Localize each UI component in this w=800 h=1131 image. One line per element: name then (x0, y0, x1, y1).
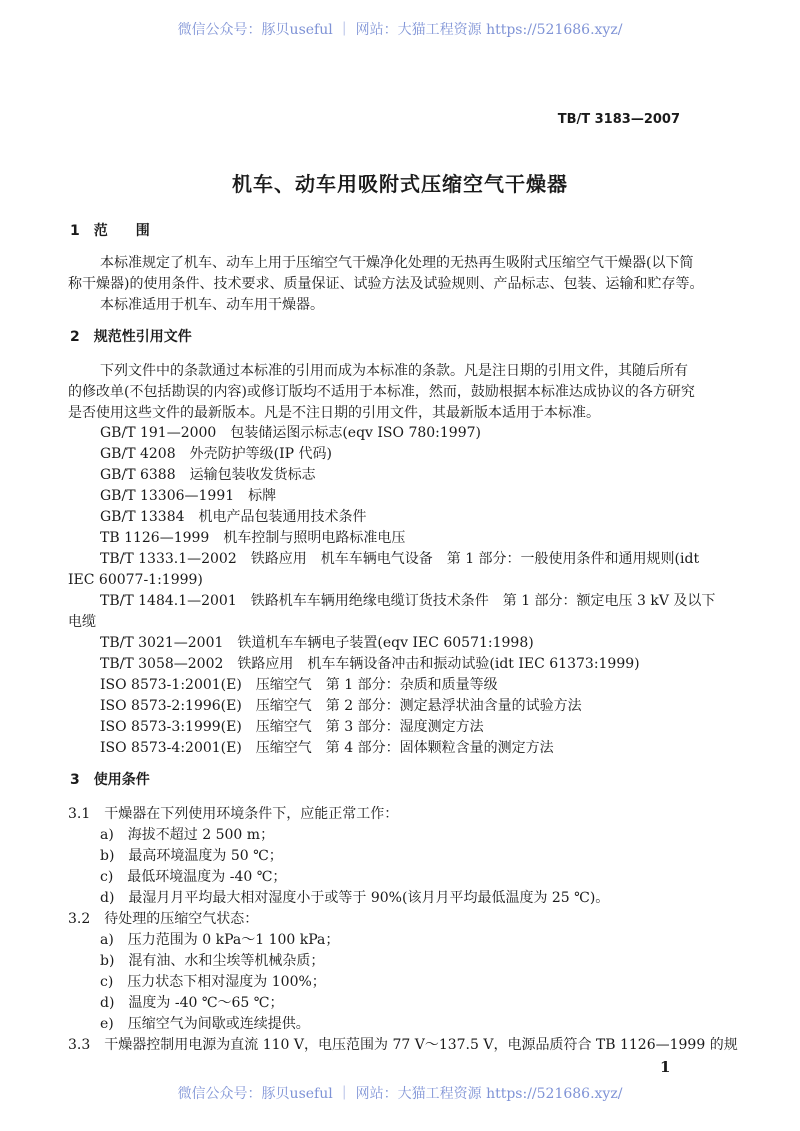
reference-item: GB/T 13306—1991 标牌 (100, 488, 277, 504)
paragraph-line: 是否使用这些文件的最新版本。凡是不注日期的引用文件，其最新版本适用于本标准。 (68, 405, 600, 421)
watermark-header: 微信公众号：豚贝useful ｜ 网站：大猫工程资源 https://521686.xyz/ (177, 22, 623, 38)
reference-item: TB/T 1484.1—2001 铁路机车车辆用绝缘电缆订货技术条件 第 1 部分：额定电压 3 kV 及以下 (100, 593, 716, 609)
clause-line: 3.2 待处理的压缩空气状态： (68, 911, 259, 927)
reference-item: ISO 8573-1:2001(E) 压缩空气 第 1 部分：杂质和质量等级 (100, 677, 498, 693)
watermark-footer: 微信公众号：豚贝useful ｜ 网站：大猫工程资源 https://521686.xyz/ (177, 1086, 623, 1102)
reference-item: 电缆 (68, 614, 96, 630)
document-title: 机车、动车用吸附式压缩空气干燥器 (232, 172, 568, 196)
list-item: b) 混有油、水和尘埃等机械杂质； (100, 953, 325, 969)
reference-item: TB/T 1333.1—2002 铁路应用 机车车辆电气设备 第 1 部分：一般使用条件和通用规则(idt (100, 551, 700, 567)
list-item: e) 压缩空气为间歇或连续提供。 (100, 1016, 310, 1032)
section-heading: 3 使用条件 (70, 772, 150, 788)
reference-item: TB/T 3021—2001 铁道机车车辆电子装置(eqv IEC 60571:1998) (100, 635, 534, 651)
paragraph-line: 的修改单(不包括勘误的内容)或修订版均不适用于本标准，然而，鼓励根据本标准达成协议的各方研究 (68, 384, 695, 400)
paragraph-line: 称干燥器)的使用条件、技术要求、质量保证、试验方法及试验规则、产品标志、包装、运输和贮存等。 (68, 276, 704, 292)
reference-item: ISO 8573-3:1999(E) 压缩空气 第 3 部分：湿度测定方法 (100, 719, 484, 735)
reference-item: TB/T 3058—2002 铁路应用 机车车辆设备冲击和振动试验(idt IEC 61373:1999) (100, 656, 640, 672)
list-item: a) 压力范围为 0 kPa～1 100 kPa； (100, 932, 340, 948)
reference-item: TB 1126—1999 机车控制与照明电路标准电压 (100, 530, 406, 546)
reference-item: GB/T 13384 机电产品包装通用技术条件 (100, 509, 367, 525)
paragraph-line: 下列文件中的条款通过本标准的引用而成为本标准的条款。凡是注日期的引用文件，其随后所有 (100, 363, 688, 379)
section-heading: 2 规范性引用文件 (70, 329, 192, 345)
list-item: c) 压力状态下相对湿度为 100%； (100, 974, 326, 990)
reference-item: GB/T 6388 运输包装收发货标志 (100, 467, 316, 483)
paragraph-line: 本标准规定了机车、动车上用于压缩空气干燥净化处理的无热再生吸附式压缩空气干燥器(以下简 (100, 255, 694, 271)
list-item: d) 温度为 -40 ℃～65 ℃； (100, 995, 284, 1011)
reference-item: IEC 60077-1:1999) (68, 572, 203, 588)
document-number: TB/T 3183—2007 (557, 112, 680, 127)
section-heading: 1 范 围 (70, 223, 150, 239)
reference-item: GB/T 191—2000 包装储运图示标志(eqv ISO 780:1997) (100, 425, 481, 441)
list-item: d) 最湿月月平均最大相对湿度小于或等于 90%(该月月平均最低温度为 25 ℃)。 (100, 890, 610, 906)
list-item: a) 海拔不超过 2 500 m； (100, 827, 275, 843)
reference-item: ISO 8573-2:1996(E) 压缩空气 第 2 部分：测定悬浮状油含量的试验方法 (100, 698, 582, 714)
clause-line: 3.3 干燥器控制用电源为直流 110 V，电压范围为 77 V～137.5 V，电源品质符合 TB 1126—1999 的规 (68, 1037, 738, 1053)
page-number: 1 (660, 1058, 671, 1076)
clause-line: 3.1 干燥器在下列使用环境条件下，应能正常工作： (68, 806, 399, 822)
paragraph-line: 本标准适用于机车、动车用干燥器。 (100, 297, 324, 313)
list-item: b) 最高环境温度为 50 ℃； (100, 848, 283, 864)
list-item: c) 最低环境温度为 -40 ℃； (100, 869, 287, 885)
reference-item: GB/T 4208 外壳防护等级(IP 代码) (100, 446, 332, 462)
reference-item: ISO 8573-4:2001(E) 压缩空气 第 4 部分：固体颗粒含量的测定方法 (100, 740, 554, 756)
